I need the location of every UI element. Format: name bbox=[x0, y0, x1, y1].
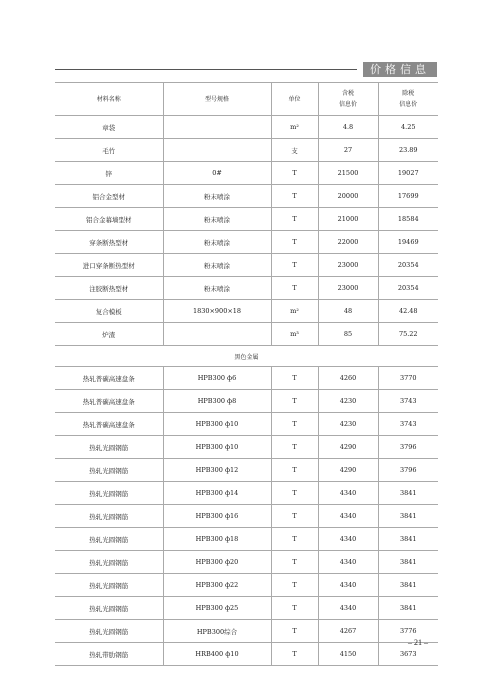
cell-material: 铝合金幕墙型材 bbox=[55, 208, 163, 231]
section-label: 黑色金属 bbox=[55, 346, 438, 367]
cell-spec: 粉末喷涂 bbox=[163, 208, 271, 231]
cell-material: 热轧光圆钢筋 bbox=[55, 597, 163, 620]
cell-tax-excluded: 17699 bbox=[378, 185, 438, 208]
cell-tax-included: 21000 bbox=[318, 208, 378, 231]
table-row bbox=[55, 643, 438, 666]
cell-unit: T bbox=[271, 551, 318, 574]
cell-tax-excluded: 23.89 bbox=[378, 139, 438, 162]
table-row bbox=[55, 367, 438, 390]
cell-tax-included: 20000 bbox=[318, 185, 378, 208]
table-row bbox=[55, 528, 438, 551]
cell-unit: T bbox=[271, 413, 318, 436]
table-row bbox=[55, 597, 438, 620]
cell-spec: HPB300综合 bbox=[163, 620, 271, 643]
cell-tax-excluded: 3796 bbox=[378, 436, 438, 459]
cell-unit: T bbox=[271, 482, 318, 505]
cell-spec: 1830×900×18 bbox=[163, 300, 271, 323]
cell-material: 章袋 bbox=[55, 116, 163, 139]
cell-tax-included: 4340 bbox=[318, 505, 378, 528]
cell-tax-excluded: 3776 bbox=[378, 620, 438, 643]
cell-tax-included: 22000 bbox=[318, 231, 378, 254]
table-row bbox=[55, 436, 438, 459]
table-row bbox=[55, 116, 438, 139]
cell-tax-excluded: 4.25 bbox=[378, 116, 438, 139]
cell-unit: T bbox=[271, 597, 318, 620]
cell-tax-excluded: 18584 bbox=[378, 208, 438, 231]
cell-tax-excluded: 3841 bbox=[378, 574, 438, 597]
cell-unit: T bbox=[271, 367, 318, 390]
cell-tax-excluded: 3796 bbox=[378, 459, 438, 482]
cell-spec: HRB400 ф10 bbox=[163, 643, 271, 666]
cell-unit: T bbox=[271, 528, 318, 551]
cell-spec: HPB300 ф6 bbox=[163, 367, 271, 390]
cell-tax-included: 4230 bbox=[318, 390, 378, 413]
col-tax-included-price: 含税 信息价 bbox=[318, 83, 378, 116]
cell-spec: HPB300 ф8 bbox=[163, 390, 271, 413]
price-table bbox=[55, 82, 438, 666]
cell-material: 进口穿条断热型材 bbox=[55, 254, 163, 277]
cell-tax-included: 4290 bbox=[318, 436, 378, 459]
cell-unit: T bbox=[271, 185, 318, 208]
cell-tax-included: 4340 bbox=[318, 597, 378, 620]
cell-spec: 粉末喷涂 bbox=[163, 277, 271, 300]
table-header-row bbox=[55, 83, 438, 116]
cell-unit: T bbox=[271, 620, 318, 643]
cell-material: 热轧光圆钢筋 bbox=[55, 482, 163, 505]
cell-spec bbox=[163, 139, 271, 162]
cell-material: 热轧带肋钢筋 bbox=[55, 643, 163, 666]
cell-tax-included: 23000 bbox=[318, 254, 378, 277]
cell-tax-excluded: 3673 bbox=[378, 643, 438, 666]
cell-tax-excluded: 19027 bbox=[378, 162, 438, 185]
cell-material: 炉渣 bbox=[55, 323, 163, 346]
cell-unit: T bbox=[271, 505, 318, 528]
cell-tax-included: 4340 bbox=[318, 551, 378, 574]
cell-tax-excluded: 3841 bbox=[378, 482, 438, 505]
cell-tax-included: 4260 bbox=[318, 367, 378, 390]
cell-spec: 粉末喷涂 bbox=[163, 254, 271, 277]
cell-spec bbox=[163, 116, 271, 139]
table-row bbox=[55, 482, 438, 505]
table-row bbox=[55, 300, 438, 323]
cell-tax-excluded: 3841 bbox=[378, 528, 438, 551]
cell-spec: HPB300 ф16 bbox=[163, 505, 271, 528]
table-row bbox=[55, 574, 438, 597]
table-row bbox=[55, 323, 438, 346]
table-row bbox=[55, 231, 438, 254]
cell-tax-included: 4230 bbox=[318, 413, 378, 436]
table-row bbox=[55, 551, 438, 574]
cell-unit: T bbox=[271, 643, 318, 666]
cell-material: 热轧光圆钢筋 bbox=[55, 574, 163, 597]
cell-unit: m² bbox=[271, 116, 318, 139]
cell-tax-excluded: 20354 bbox=[378, 254, 438, 277]
cell-unit: T bbox=[271, 231, 318, 254]
cell-tax-included: 4340 bbox=[318, 574, 378, 597]
cell-tax-included: 48 bbox=[318, 300, 378, 323]
cell-tax-excluded: 3743 bbox=[378, 390, 438, 413]
cell-material: 热轧普碳高速盘条 bbox=[55, 413, 163, 436]
cell-tax-included: 4150 bbox=[318, 643, 378, 666]
cell-tax-included: 4290 bbox=[318, 459, 378, 482]
cell-spec: HPB300 ф25 bbox=[163, 597, 271, 620]
table-row bbox=[55, 185, 438, 208]
col-material-name: 材料名称 bbox=[55, 83, 163, 116]
table-row bbox=[55, 277, 438, 300]
header-rule bbox=[55, 69, 357, 70]
cell-spec: 粉末喷涂 bbox=[163, 231, 271, 254]
cell-tax-included: 21500 bbox=[318, 162, 378, 185]
cell-spec: 0# bbox=[163, 162, 271, 185]
cell-tax-included: 4340 bbox=[318, 482, 378, 505]
table-row bbox=[55, 139, 438, 162]
cell-tax-excluded: 42.48 bbox=[378, 300, 438, 323]
cell-tax-excluded: 75.22 bbox=[378, 323, 438, 346]
cell-unit: 支 bbox=[271, 139, 318, 162]
col-tax-excluded-price: 除税 信息价 bbox=[378, 83, 438, 116]
cell-spec: HPB300 ф22 bbox=[163, 574, 271, 597]
cell-tax-excluded: 3841 bbox=[378, 505, 438, 528]
col-unit: 单位 bbox=[271, 83, 318, 116]
cell-tax-excluded: 3841 bbox=[378, 551, 438, 574]
cell-unit: T bbox=[271, 574, 318, 597]
cell-unit: T bbox=[271, 459, 318, 482]
cell-unit: T bbox=[271, 436, 318, 459]
cell-material: 铝合金型材 bbox=[55, 185, 163, 208]
table-row bbox=[55, 208, 438, 231]
cell-material: 热轧光圆钢筋 bbox=[55, 551, 163, 574]
cell-tax-excluded: 19469 bbox=[378, 231, 438, 254]
cell-material: 穿条断热型材 bbox=[55, 231, 163, 254]
cell-tax-included: 4.8 bbox=[318, 116, 378, 139]
cell-material: 热轧普碳高速盘条 bbox=[55, 390, 163, 413]
section-title: 价格信息 bbox=[363, 62, 437, 77]
table-row bbox=[55, 162, 438, 185]
cell-tax-excluded: 20354 bbox=[378, 277, 438, 300]
cell-tax-included: 27 bbox=[318, 139, 378, 162]
cell-material: 毛竹 bbox=[55, 139, 163, 162]
cell-spec: HPB300 ф12 bbox=[163, 459, 271, 482]
cell-tax-included: 85 bbox=[318, 323, 378, 346]
table-row bbox=[55, 459, 438, 482]
cell-tax-excluded: 3841 bbox=[378, 597, 438, 620]
cell-tax-included: 23000 bbox=[318, 277, 378, 300]
cell-spec: HPB300 ф20 bbox=[163, 551, 271, 574]
cell-tax-excluded: 3743 bbox=[378, 413, 438, 436]
cell-material: 热轧光圆钢筋 bbox=[55, 459, 163, 482]
cell-spec: HPB300 ф18 bbox=[163, 528, 271, 551]
cell-material: 注胶断热型材 bbox=[55, 277, 163, 300]
cell-spec bbox=[163, 323, 271, 346]
cell-material: 热轧光圆钢筋 bbox=[55, 528, 163, 551]
section-row bbox=[55, 346, 438, 367]
cell-tax-excluded: 3770 bbox=[378, 367, 438, 390]
cell-material: 复合模板 bbox=[55, 300, 163, 323]
cell-material: 热轧普碳高速盘条 bbox=[55, 367, 163, 390]
cell-spec: HPB300 ф10 bbox=[163, 436, 271, 459]
table-row bbox=[55, 390, 438, 413]
cell-spec: 粉末喷涂 bbox=[163, 185, 271, 208]
cell-unit: T bbox=[271, 254, 318, 277]
table-row bbox=[55, 254, 438, 277]
cell-material: 热轧光圆钢筋 bbox=[55, 436, 163, 459]
cell-material: 热轧光圆钢筋 bbox=[55, 505, 163, 528]
table-row bbox=[55, 413, 438, 436]
table-row bbox=[55, 620, 438, 643]
cell-unit: T bbox=[271, 208, 318, 231]
cell-tax-included: 4267 bbox=[318, 620, 378, 643]
cell-spec: HPB300 ф10 bbox=[163, 413, 271, 436]
page-number: – 21 – bbox=[408, 638, 428, 647]
cell-unit: m³ bbox=[271, 323, 318, 346]
table-row bbox=[55, 505, 438, 528]
cell-unit: T bbox=[271, 277, 318, 300]
cell-unit: T bbox=[271, 390, 318, 413]
col-spec: 型号规格 bbox=[163, 83, 271, 116]
cell-unit: T bbox=[271, 162, 318, 185]
cell-material: 锌 bbox=[55, 162, 163, 185]
cell-material: 热轧光圆钢筋 bbox=[55, 620, 163, 643]
cell-tax-included: 4340 bbox=[318, 528, 378, 551]
cell-unit: m² bbox=[271, 300, 318, 323]
cell-spec: HPB300 ф14 bbox=[163, 482, 271, 505]
